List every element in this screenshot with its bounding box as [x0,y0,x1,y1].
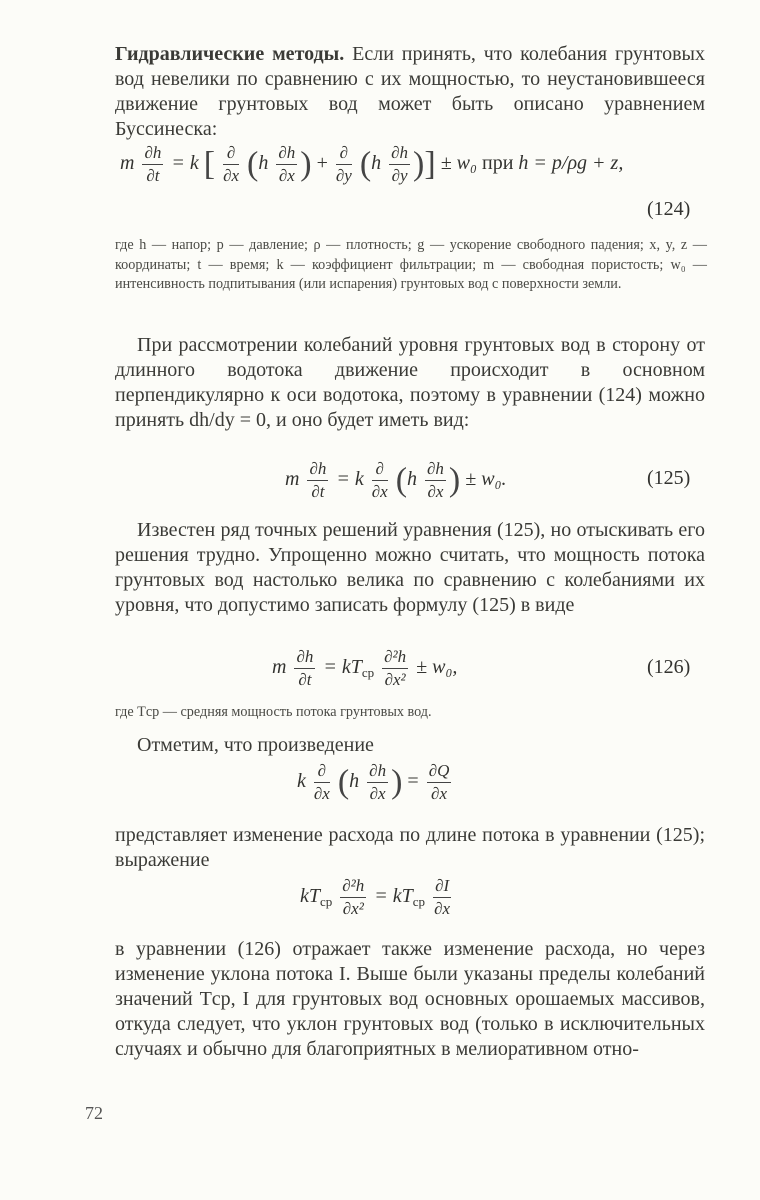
note-variables: где h — напор; p — давление; ρ — плотность; g — ускорение свободного падения; x, y, z — координаты; t — время; k — коэффициент фильтрации; m — свободная пористость; w₀ — интенсивность подпитывания (или испарения) грунтовых вод с поверхности земли. [115,237,707,292]
paragraph-exact-solutions: Известен ряд точных решений уравнения (125), но отыскивать его решения трудно. Упрощенно можно считать, что мощность потока грунтовых вод настолько велика по сравнению с колебаниями их уровня, что допустимо записать формулу (125) в виде [115,519,705,616]
eq124-w0: ± w₀ [440,152,477,175]
eq126-m: m [272,656,287,679]
eq124-dh-dt: $\frac{\partial h}{\partial t}$ [144,143,162,185]
eq124-dh-dy: $\frac{\partial h}{\partial y}$ [391,143,409,185]
equation-125 [285,458,507,503]
eq125-paren-close: ) [448,461,461,499]
eq124-d-dx: $\frac{\partial}{\partial x}$ [223,143,240,185]
equation-expression [300,875,454,920]
eq125-d-dx: $\frac{\partial}{\partial x}$ [371,459,388,501]
expr-eq-kt: = kT [374,885,413,908]
eq124-bracket-open: [ [203,145,216,183]
section-lead: Гидравлические методы. [115,43,345,65]
eq124-condition: h = p/ρg + z, [518,152,624,175]
expr-di-dx: $\frac{\partial I}{\partial x}$ [434,876,451,918]
prod-paren-close: ) [391,763,403,801]
eq124-when: при [481,152,514,175]
equation-number-124: (124) [647,198,691,220]
eq124-d-dy: $\frac{\partial}{\partial y}$ [335,143,352,185]
eq124-h1: h [258,152,269,175]
eq124-paren-close-2: ) [413,145,425,183]
paragraph-hydraulic-methods [115,42,705,142]
prod-d-dx: $\frac{\partial}{\partial x}$ [313,761,330,803]
eq125-eq-k: = k [336,468,364,491]
eq126-w0: ± w₀, [416,656,458,679]
note-mean-thickness: где Tср — средняя мощность потока грунтовых вод. [115,704,432,720]
eq126-kt: = kT [323,656,362,679]
paragraph-oscillations: При рассмотрении колебаний уровня грунтовых вод в сторону от длинного водотока движение происходит в основном перпендикулярно к оси водотока, поэтому в уравнении (124) можно принять dh/dy = 0, и оно будет иметь вид: [115,334,705,431]
eq124-eq-k: = k [171,152,199,175]
expr-sub2: ср [412,894,426,910]
eq126-sub: ср [361,665,375,681]
eq124-bracket-close: ] [424,145,436,183]
equation-number-126: (126) [647,656,691,678]
eq125-w0: ± w₀. [465,468,507,491]
prod-h: h [349,770,360,793]
equation-number-125: (125) [647,467,691,489]
eq126-d2h-dx2: $\frac{\text{∂²h}}{\text{∂x²}}$ [384,647,407,689]
eq124-paren-open-2: ( [359,145,372,183]
eq125-paren-open: ( [395,461,408,499]
equation-126 [272,646,457,691]
eq124-m: m [120,152,135,175]
prod-k: k [297,770,306,793]
paragraph-note-product: Отметим, что произведение [137,734,374,756]
eq125-dh-dx: $\frac{\partial h}{\partial x}$ [427,459,444,501]
paragraph-flow-change: представляет изменение расхода по длине потока в уравнении (125); выражение [115,824,705,871]
expr-kt: kT [300,885,320,908]
eq124-h2: h [371,152,382,175]
paragraph-slope: в уравнении (126) отражает также изменение расхода, но через изменение уклона потока I. Выше были указаны пределы колебаний значений Tср, I для грунтовых вод основных орошаемых массивов, откуда следует, что уклон грунтовых вод (только в исключительных случаях и обычно для благоприятных в мелиоративном отно- [115,938,705,1060]
eq125-h: h [407,468,418,491]
expr-d2h-dx2: $\frac{\text{∂²h}}{\text{∂x²}}$ [342,876,365,918]
eq124-dh-dx: $\frac{\partial h}{\partial x}$ [278,143,296,185]
eq125-m: m [285,468,300,491]
eq124-paren-close-1: ) [300,145,312,183]
paragraph1-text: Если принять, что колебания грунтовых вод невелики по сравнению с их мощностью, то неустановившееся движение грунтовых вод может быть описано уравнением Буссинеска: [115,43,705,140]
eq124-plus: + [316,152,328,175]
eq126-dh-dt: $\frac{\partial h}{\partial t}$ [296,647,314,689]
prod-dq-dx: $\frac{\partial Q}{\partial x}$ [428,761,450,803]
eq124-paren-open-1: ( [247,145,259,183]
eq125-dh-dt: $\frac{\partial h}{\partial t}$ [309,459,327,501]
prod-paren-open: ( [337,763,350,801]
expr-sub: ср [320,894,333,910]
page-number: 72 [85,1103,103,1123]
prod-eq: = [407,770,419,793]
prod-dh-dx: $\frac{\partial h}{\partial x}$ [369,761,387,803]
equation-product [297,760,454,805]
equation-124 [120,142,623,187]
